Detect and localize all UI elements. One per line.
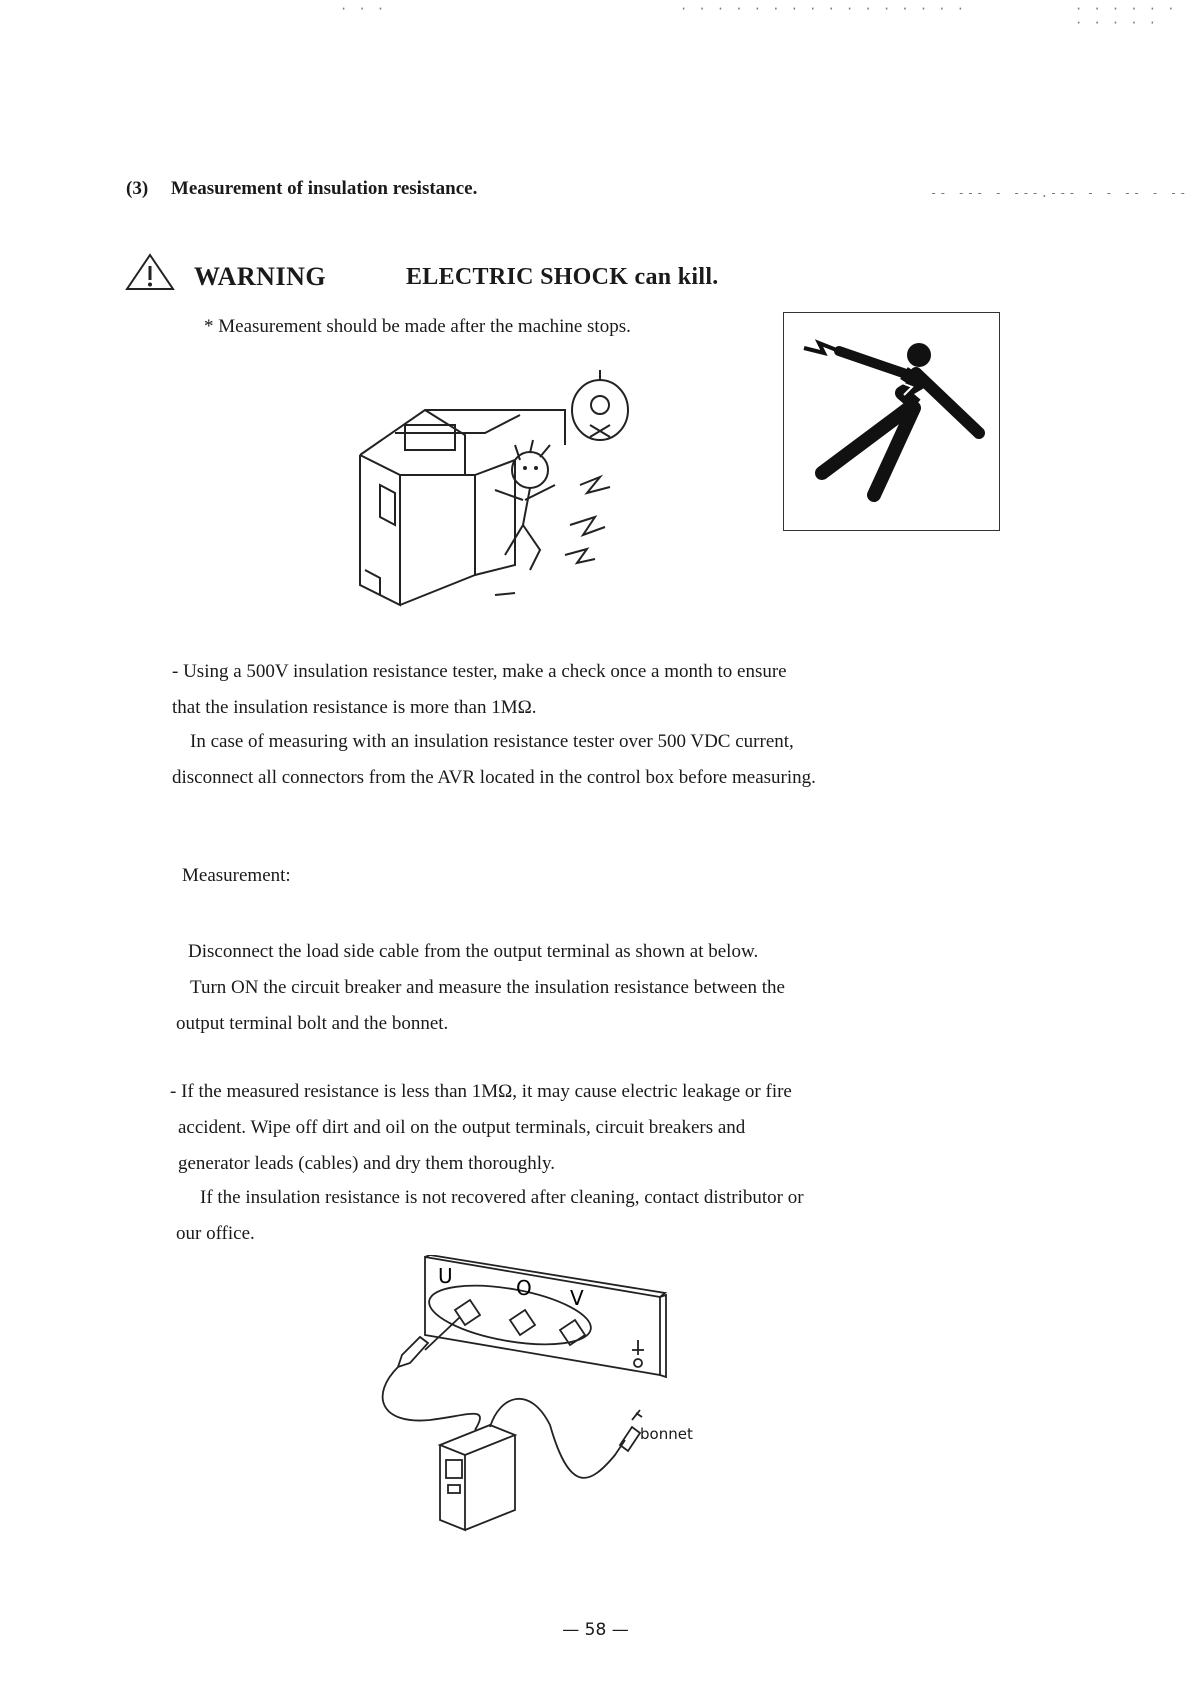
section-number: (3) (126, 178, 149, 199)
paragraph-tester-check (172, 654, 787, 726)
terminal-label-o: O (516, 1276, 532, 1300)
electrocution-illustration (355, 365, 640, 615)
text-line: accident. Wipe off dirt and oil on the output terminals, circuit breakers and (178, 1117, 746, 1138)
text-line: - Using a 500V insulation resistance tester, make a check once a month to ensure (172, 661, 787, 682)
page-number: — 58 — (562, 1620, 629, 1640)
text-line: generator leads (cables) and dry them thoroughly. (178, 1153, 556, 1174)
electric-shock-icon (784, 313, 998, 529)
terminal-label-v: V (570, 1286, 584, 1310)
terminal-label-u: U (438, 1264, 453, 1288)
section-heading (126, 178, 477, 200)
scan-noise-top: · · · · · · · · · · · · · · · · (680, 2, 966, 16)
insulation-tester-diagram (370, 1255, 690, 1535)
text-line: Disconnect the load side cable from the output terminal as shown at below. (188, 941, 759, 962)
text-line: that the insulation resistance is more than 1MΩ. (172, 697, 537, 718)
text-line: disconnect all connectors from the AVR located in the control box before measuring. (172, 767, 816, 788)
section-title: Measurement of insulation resistance. (170, 178, 478, 199)
warning-label: WARNING (194, 262, 327, 291)
warning-triangle-icon (124, 252, 176, 292)
paragraph-low-resistance (170, 1074, 792, 1182)
electric-shock-pictogram (783, 312, 1000, 531)
scan-noise-top: · · · · · · · · · · · (1075, 2, 1177, 30)
text-line: output terminal bolt and the bonnet. (176, 1013, 449, 1034)
warning-note: * Measurement should be made after the machine stops. (204, 316, 631, 337)
warning-message: ELECTRIC SHOCK can kill. (406, 264, 719, 290)
text-line: our office. (176, 1223, 255, 1244)
text-line: If the insulation resistance is not recovered after cleaning, contact distributor or (200, 1187, 804, 1208)
scan-noise-dashes: -- --- - ---.--- - - -- - -- (930, 186, 1189, 200)
paragraph-contact-distributor (176, 1180, 804, 1252)
text-line: - If the measured resistance is less than 1MΩ, it may cause electric leakage or fire (170, 1081, 792, 1102)
paragraph-measurement-steps (176, 934, 785, 1042)
text-line: Turn ON the circuit breaker and measure the insulation resistance between the (190, 977, 785, 998)
scan-noise-top: · · · (340, 2, 387, 16)
measurement-label: Measurement: (182, 865, 291, 886)
text-line: In case of measuring with an insulation resistance tester over 500 VDC current, (190, 731, 794, 752)
paragraph-avr-disconnect (172, 724, 816, 796)
bonnet-label: bonnet (640, 1425, 693, 1443)
